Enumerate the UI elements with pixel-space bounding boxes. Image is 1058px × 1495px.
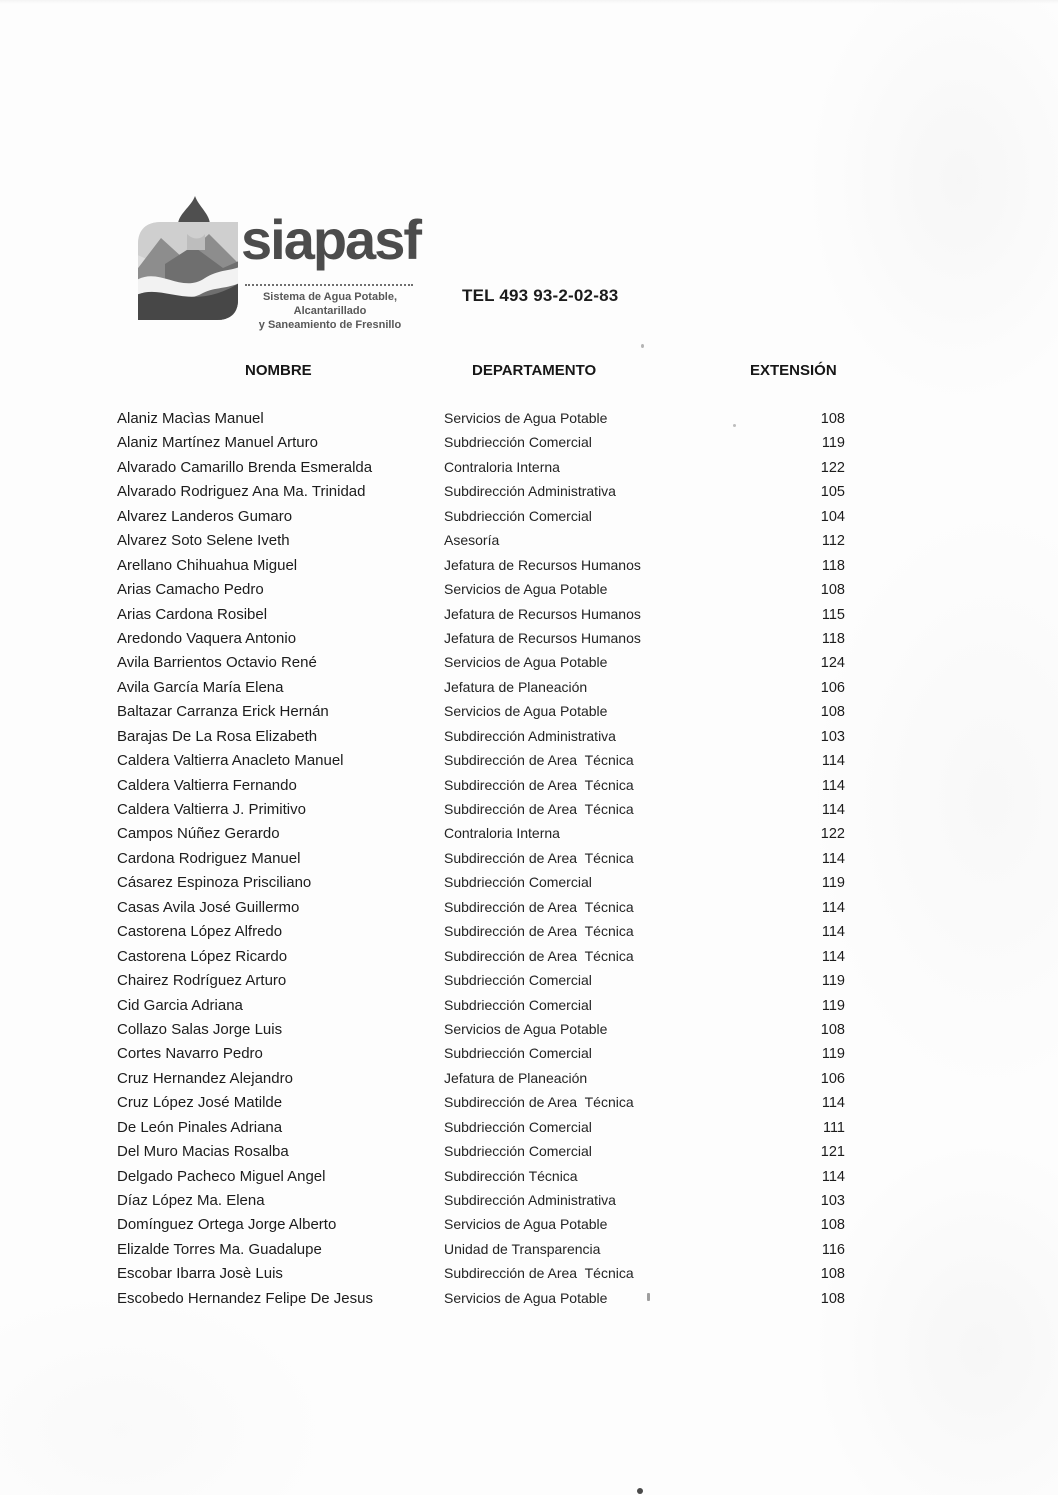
employee-name: Arias Camacho Pedro	[117, 581, 264, 599]
extension: 108	[820, 411, 845, 427]
extension: 119	[821, 973, 845, 990]
table-row	[0, 850, 1058, 874]
table-row	[0, 923, 1058, 947]
employee-name: Casas Avila José Guillermo	[117, 898, 300, 916]
employee-name: Aredondo Vaquera Antonio	[117, 629, 297, 647]
extension: 119	[821, 1046, 845, 1063]
employee-name: Avila García María Elena	[117, 678, 284, 696]
department: Jefatura de Recursos Humanos	[444, 556, 641, 573]
employee-name: Caldera Valtierra Anacleto Manuel	[117, 752, 344, 770]
extension: 106	[820, 1070, 845, 1087]
table-row	[0, 899, 1058, 923]
table-row	[0, 459, 1058, 483]
table-row	[0, 1143, 1058, 1167]
table-row	[0, 483, 1058, 507]
employee-name: Alvarez Landeros Gumaro	[117, 507, 293, 525]
extension: 114	[821, 777, 845, 794]
extension: 119	[821, 875, 845, 892]
extension: 114	[821, 1095, 845, 1112]
table-row	[0, 1216, 1058, 1240]
extension: 114	[821, 802, 845, 818]
extension: 108	[820, 1021, 845, 1038]
department: Subdirección de Area Técnica	[444, 923, 634, 940]
table-row	[0, 972, 1058, 996]
table-row	[0, 1265, 1058, 1289]
extension: 118	[821, 630, 845, 647]
department: Servicios de Agua Potable	[444, 1216, 608, 1233]
employee-name: Cásarez Espinoza Prisciliano	[117, 874, 312, 892]
employee-name: Escobar Ibarra Josè Luis	[117, 1265, 283, 1283]
department: Subdirección de Area Técnica	[444, 849, 634, 866]
employee-name: Díaz López Ma. Elena	[117, 1192, 265, 1209]
table-row	[0, 581, 1058, 605]
department: Subdriección Comercial	[444, 972, 592, 989]
employee-name: De León Pinales Adriana	[117, 1118, 283, 1136]
employee-name: Domínguez Ortega Jorge Alberto	[117, 1216, 337, 1234]
employee-name: Alvarado Rodriguez Ana Ma. Trinidad	[117, 483, 366, 501]
table-row	[0, 508, 1058, 532]
extension: 108	[820, 704, 845, 721]
department: Subdirección Administrativa	[444, 483, 616, 500]
scan-speck	[733, 424, 736, 427]
department: Subdriección Comercial	[444, 1045, 592, 1062]
column-header-extension: EXTENSIÓN	[750, 362, 837, 379]
scan-speck	[637, 1488, 643, 1494]
department: Unidad de Transparencia	[444, 1240, 601, 1257]
column-header-departamento: DEPARTAMENTO	[472, 362, 597, 379]
department: Subdirección de Area Técnica	[444, 1094, 634, 1111]
employee-name: Cruz López José Matilde	[117, 1094, 283, 1112]
directory-table	[0, 410, 1058, 1314]
table-row	[0, 1070, 1058, 1094]
department: Subdirección de Area Técnica	[444, 947, 634, 964]
table-row	[0, 1021, 1058, 1045]
extension: 118	[821, 557, 845, 574]
scan-speck	[641, 344, 644, 348]
employee-name: Cid Garcia Adriana	[117, 996, 243, 1014]
extension: 122	[820, 459, 845, 476]
department: Servicios de Agua Potable	[444, 410, 608, 426]
extension: 108	[820, 1217, 845, 1234]
extension: 105	[820, 484, 845, 501]
department: Subdirección de Area Técnica	[444, 801, 634, 817]
department: Subdriección Comercial	[444, 507, 592, 524]
department: Subdirección Administrativa	[444, 727, 616, 744]
department: Subdirección de Area Técnica	[444, 752, 634, 769]
extension: 103	[820, 1193, 845, 1209]
table-row	[0, 606, 1058, 630]
table-row	[0, 1168, 1058, 1192]
extension: 115	[821, 606, 845, 623]
table-row	[0, 1290, 1058, 1314]
scan-speck	[647, 1293, 650, 1301]
phone-number: TEL 493 93-2-02-83	[462, 286, 619, 305]
employee-name: Arias Cardona Rosibel	[117, 605, 268, 623]
employee-name: Arellano Chihuahua Miguel	[117, 556, 298, 574]
column-header-nombre: NOMBRE	[245, 362, 312, 379]
extension: 119	[821, 435, 845, 452]
table-row	[0, 1192, 1058, 1216]
extension: 114	[821, 850, 845, 867]
siapasf-logo-icon	[135, 194, 241, 322]
extension: 104	[820, 508, 845, 525]
table-row	[0, 679, 1058, 703]
department: Asesoría	[444, 532, 500, 549]
table-row	[0, 825, 1058, 849]
department: Servicios de Agua Potable	[444, 654, 608, 671]
department: Subdriección Comercial	[444, 434, 592, 451]
table-row	[0, 1241, 1058, 1265]
table-row	[0, 434, 1058, 458]
department: Subdriección Comercial	[444, 874, 592, 891]
table-row	[0, 777, 1058, 801]
table-row	[0, 1094, 1058, 1118]
table-row	[0, 630, 1058, 654]
department: Subdirección Técnica	[444, 1167, 578, 1184]
table-row	[0, 801, 1058, 825]
extension: 122	[820, 826, 845, 843]
employee-name: Escobedo Hernandez Felipe De Jesus	[117, 1289, 373, 1307]
employee-name: Cruz Hernandez Alejandro	[117, 1069, 293, 1087]
extension: 103	[820, 728, 845, 745]
employee-name: Elizalde Torres Ma. Guadalupe	[117, 1240, 322, 1258]
logo-wordmark: siapasf	[241, 208, 420, 271]
employee-name: Alvarado Camarillo Brenda Esmeralda	[117, 458, 373, 476]
employee-name: Castorena López Alfredo	[117, 923, 283, 941]
employee-name: Castorena López Ricardo	[117, 947, 288, 965]
extension: 119	[821, 997, 845, 1014]
employee-name: Del Muro Macias Rosalba	[117, 1143, 289, 1161]
employee-name: Baltazar Carranza Erick Hernán	[117, 703, 329, 721]
table-row	[0, 1045, 1058, 1069]
department: Subdirección de Area Técnica	[444, 898, 634, 915]
employee-name: Avila Barrientos Octavio René	[117, 654, 317, 672]
table-row	[0, 752, 1058, 776]
extension: 111	[822, 1119, 845, 1136]
extension: 124	[820, 655, 845, 672]
extension: 114	[821, 753, 845, 770]
department: Subdirección Administrativa	[444, 1192, 616, 1208]
employee-name: Caldera Valtierra Fernando	[117, 776, 297, 794]
extension: 108	[820, 1266, 845, 1283]
department: Subdriección Comercial	[444, 1118, 592, 1135]
department: Jefatura de Recursos Humanos	[444, 605, 641, 622]
extension: 114	[821, 948, 845, 965]
table-row	[0, 703, 1058, 727]
department: Jefatura de Planeación	[444, 1069, 588, 1086]
logo-tagline-line1: Sistema de Agua Potable, Alcantarillado	[262, 291, 398, 317]
department: Jefatura de Recursos Humanos	[444, 629, 641, 646]
employee-name: Delgado Pacheco Miguel Angel	[117, 1167, 326, 1185]
extension: 114	[821, 1168, 845, 1185]
table-row	[0, 557, 1058, 581]
table-row	[0, 532, 1058, 556]
employee-name: Caldera Valtierra J. Primitivo	[117, 801, 306, 818]
department: Jefatura de Planeación	[444, 678, 588, 695]
extension: 114	[821, 899, 845, 916]
department: Contraloria Interna	[444, 458, 560, 475]
employee-name: Collazo Salas Jorge Luis	[117, 1020, 283, 1038]
extension: 108	[820, 582, 845, 599]
department: Subdriección Comercial	[444, 996, 592, 1013]
table-row	[0, 410, 1058, 434]
extension: 121	[820, 1144, 845, 1161]
extension: 112	[821, 533, 845, 550]
department: Subdirección de Area Técnica	[444, 1265, 634, 1282]
table-row	[0, 654, 1058, 678]
employee-name: Chairez Rodríguez Arturo	[117, 972, 287, 990]
table-row	[0, 948, 1058, 972]
department: Servicios de Agua Potable	[444, 703, 608, 720]
water-drop-logo-icon	[135, 194, 241, 322]
table-row	[0, 1119, 1058, 1143]
table-row	[0, 997, 1058, 1021]
department: Servicios de Agua Potable	[444, 1020, 608, 1037]
employee-name: Cortes Navarro Pedro	[117, 1045, 263, 1063]
department: Servicios de Agua Potable	[444, 1289, 608, 1306]
department: Subdirección de Area Técnica	[444, 776, 634, 793]
wordmark-underline	[245, 284, 413, 286]
extension: 106	[820, 679, 845, 696]
employee-name: Campos Núñez Gerardo	[117, 825, 280, 843]
extension: 114	[821, 924, 845, 941]
logo-tagline-line2: y Saneamiento de Fresnillo	[258, 318, 402, 331]
employee-name: Cardona Rodriguez Manuel	[117, 849, 301, 867]
department: Servicios de Agua Potable	[444, 581, 608, 598]
employee-name: Alaniz Macìas Manuel	[117, 410, 264, 427]
table-row	[0, 874, 1058, 898]
extension: 108	[820, 1290, 845, 1307]
employee-name: Alaniz Martínez Manuel Arturo	[117, 434, 318, 452]
logo-tagline	[232, 291, 428, 332]
table-row	[0, 728, 1058, 752]
employee-name: Barajas De La Rosa Elizabeth	[117, 727, 318, 745]
extension: 116	[821, 1241, 845, 1258]
department: Contraloria Interna	[444, 825, 560, 842]
employee-name: Alvarez Soto Selene Iveth	[117, 532, 290, 550]
department: Subdriección Comercial	[444, 1143, 592, 1160]
